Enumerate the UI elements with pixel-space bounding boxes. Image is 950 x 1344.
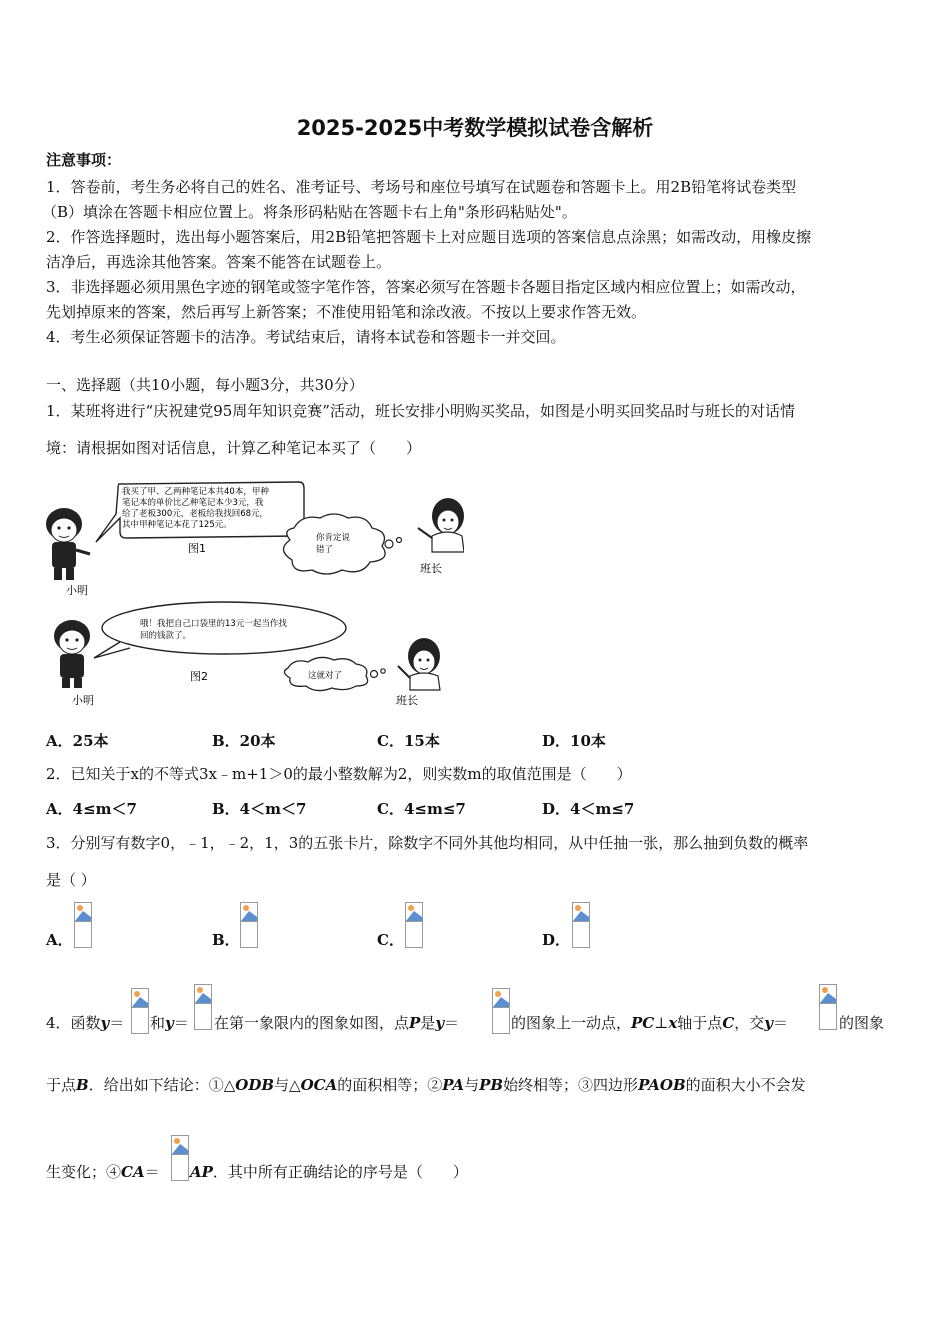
broken-image-icon [819,984,837,1030]
banzhang-cartoon-1 [418,498,464,552]
notice-item: 洁净后，再选涂其他答案。答案不能答在试题卷上。 [46,253,392,271]
broken-image-icon [131,988,149,1034]
question-4-text: 生变化；④CA＝ [46,1163,160,1181]
notice-item: 4．考生必须保证答题卡的洁净。考试结束后，请将本试卷和答题卡一并交回。 [46,328,566,346]
broken-image-icon [405,902,423,948]
notice-item: （B）填涂在答题卡相应位置上。将条形码粘贴在答题卡右上角"条形码粘贴处"。 [42,203,577,221]
option-c: C．4≤m≤7 [377,800,466,818]
thought-1-line: 错了 [316,545,334,555]
bubble-1-line: 笔记本的单价比乙种笔记本少3元，我 [122,498,264,508]
question-4-text: 4．函数y＝ [46,1014,125,1032]
question-4-text: 的图象上一动点，PC⊥x轴于点C，交y＝ [511,1014,789,1032]
page-title: 2025-2025中考数学模拟试卷含解析 [296,116,654,140]
thought-2-text: 这就对了 [308,671,343,681]
option-b: B．20本 [212,732,276,750]
option-d: D． [542,931,571,949]
option-a: A．25本 [46,732,109,750]
banzhang-label-2: 班长 [396,694,418,707]
question-4-text: 和y＝ [150,1014,189,1032]
bubble-1-line: 给了老板300元，老板给我找回68元， [122,509,269,519]
option-a: A． [46,931,73,949]
banzhang-cartoon-2 [398,638,440,690]
question-4-text: AP．其中所有正确结论的序号是（ ） [190,1163,468,1181]
option-d: D．4＜m≤7 [542,800,635,818]
dialogue-figure [44,478,464,714]
section-heading: 一、选择题（共10小题，每小题3分，共30分） [46,376,364,394]
thought-1-line: 你肯定说 [316,533,351,543]
xiaoming-label-2: 小明 [72,694,94,707]
question-2-text: 2．已知关于x的不等式3x﹣m+1＞0的最小整数解为2，则实数m的取值范围是（ ） [46,765,632,783]
question-4-text: 的图象 [839,1014,885,1032]
question-1-text: 境：请根据如图对话信息，计算乙种笔记本买了（ ） [46,439,422,457]
notice-item: 先划掉原来的答案，然后再写上新答案；不准使用铅笔和涂改液。不按以上要求作答无效。 [46,303,647,321]
option-c: C．15本 [377,732,440,750]
broken-image-icon [572,902,590,948]
question-1-text: 1．某班将进行“庆祝建党95周年知识竞赛”活动，班长安排小明购买奖品，如图是小明买回奖品时与班长的对话情 [46,402,795,420]
notice-item: 1．答卷前，考生务必将自己的姓名、准考证号、考场号和座位号填写在试题卷和答题卡上。用2B铅笔将试卷类型 [46,178,797,196]
notice-item: 2．作答选择题时，选出每小题答案后，用2B铅笔把答题卡上对应题目选项的答案信息点涂黑；如需改动，用橡皮擦 [46,228,812,246]
option-a: A．4≤m＜7 [46,800,137,818]
question-4-text: 于点B．给出如下结论：①△ODB与△OCA的面积相等；②PA与PB始终相等；③四边形PAOB的面积大小不会发 [46,1076,806,1094]
xiaoming-cartoon-1 [46,508,90,580]
bubble-1-line: 其中甲种笔记本花了125元。 [122,520,232,530]
notice-item: 3．非选择题必须用黑色字迹的钢笔或签字笔作答，答案必须写在答题卡各题目指定区域内相应位置上；如需改动， [46,278,806,296]
question-4-text: 在第一象限内的图象如图，点P是y＝ [214,1014,460,1032]
broken-image-icon [194,984,212,1030]
broken-image-icon [171,1135,189,1181]
figure-2-label: 图2 [190,670,208,683]
thought-bubble-1 [283,514,385,574]
option-b: B．4＜m＜7 [212,800,307,818]
bubble-3-line: 哦！我把自己口袋里的13元一起当作找 [140,619,287,629]
banzhang-label-1: 班长 [420,562,442,575]
option-b: B． [212,931,240,949]
option-d: D．10本 [542,732,606,750]
bubble-1-line: 我买了甲、乙两种笔记本共40本，甲种 [122,487,269,497]
question-3-text: 是（ ） [46,871,96,889]
broken-image-icon [240,902,258,948]
xiaoming-cartoon-2 [54,620,90,688]
broken-image-icon [492,988,510,1034]
question-3-text: 3．分别写有数字0，﹣1，﹣2，1，3的五张卡片，除数字不同外其他均相同，从中任抽一张，那么抽到负数的概率 [46,834,809,852]
broken-image-icon [74,902,92,948]
xiaoming-label-1: 小明 [66,584,88,597]
figure-1-label: 图1 [188,542,206,555]
bubble-3-line: 回的钱款了。 [140,631,192,641]
option-c: C． [377,931,404,949]
notice-heading: 注意事项： [46,151,122,169]
